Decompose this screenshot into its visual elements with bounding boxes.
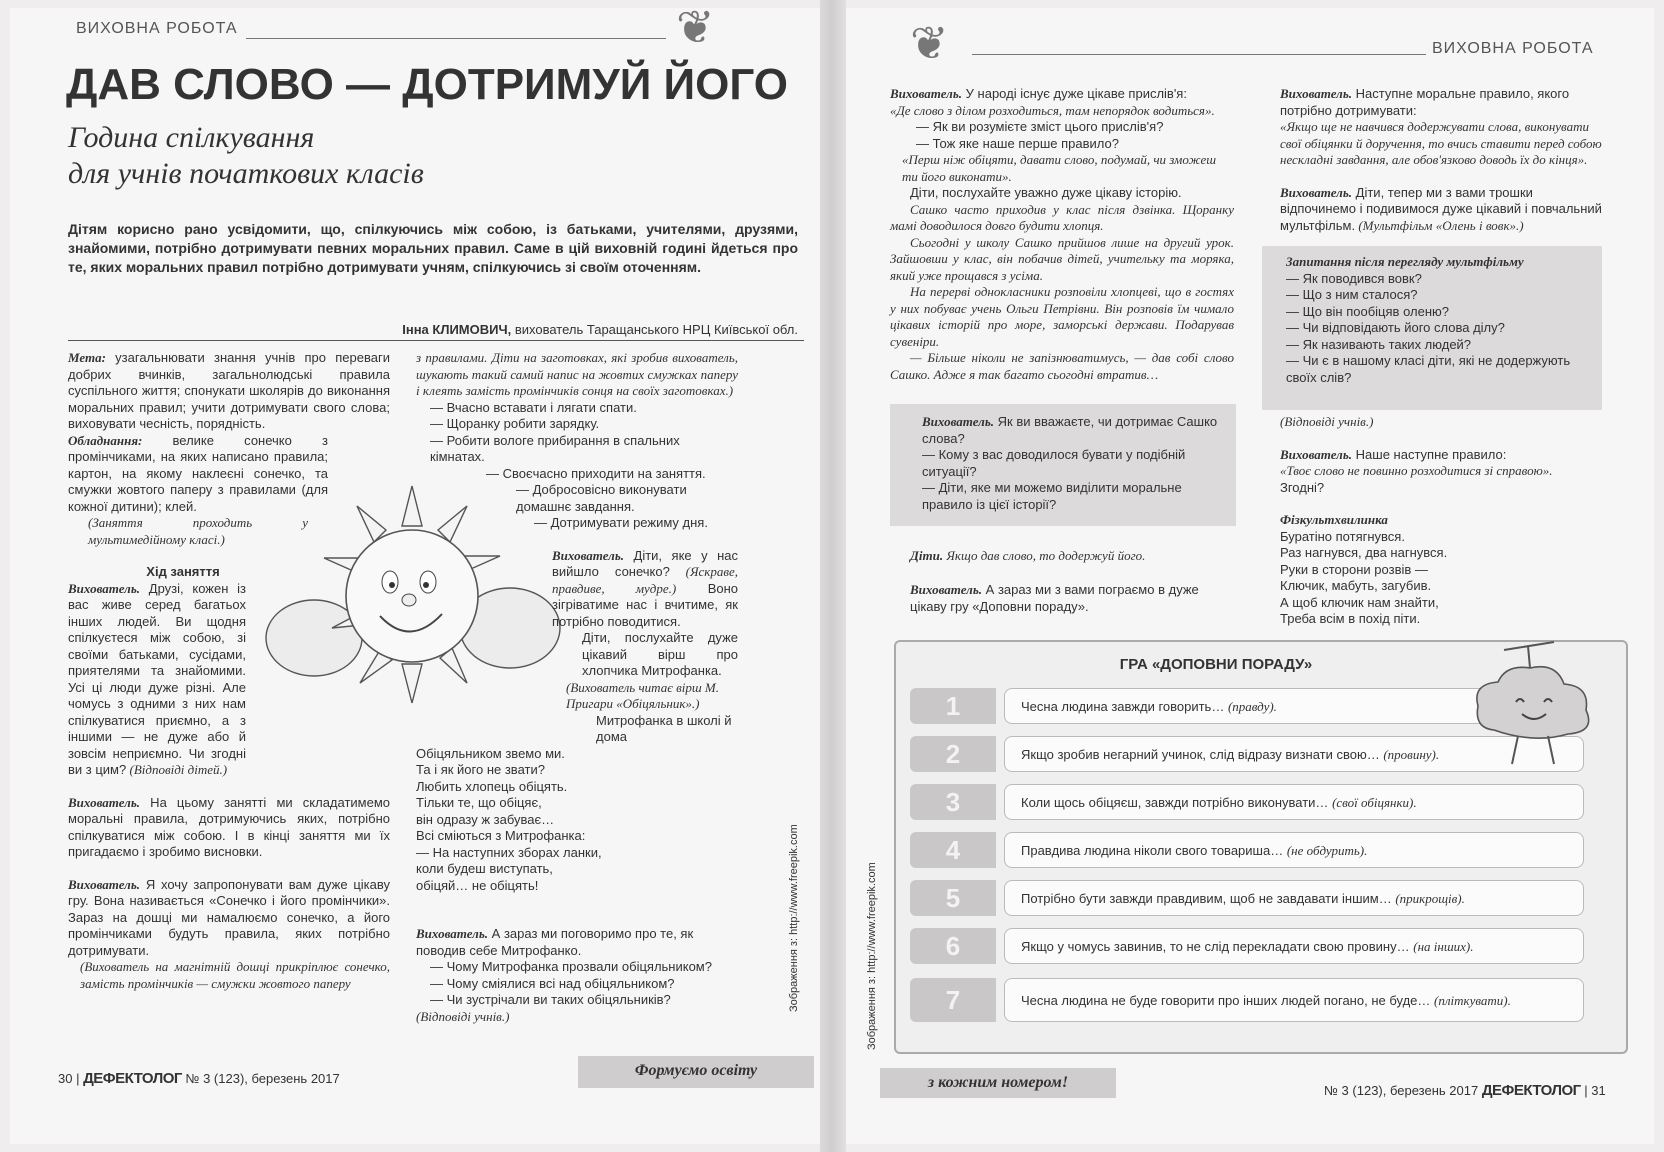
row-text: Якщо у чомусь завинив, то не слід перекладати свою провину… (на інших). — [1004, 928, 1584, 964]
image-credit: Зображення з: http://www.freepik.com — [866, 862, 878, 1050]
paragraph: Вихователь. А зараз ми поговоримо про те, як поводив себе Митрофанко. — [416, 926, 694, 958]
lesson-note: (Заняття проходить у мультимедійному класі.) — [88, 515, 308, 547]
image-credit: Зображення з: http://www.freepik.com — [788, 824, 800, 1012]
poem-line: Всі сміються з Митрофанка: — [416, 828, 586, 843]
issue-info: № 3 (123), березень 2017 — [185, 1071, 340, 1086]
question-item: — Як поводився вовк? — [1286, 270, 1422, 286]
exercise-line: Раз нагнувся, два нагнувся. — [1280, 545, 1448, 560]
teacher-note: (Вихователь на магнітній дошці прикріплює сонечко, замість промінчиків — смужки жовтого паперу — [80, 959, 390, 991]
left-column-2 — [416, 350, 738, 1025]
poem-line: він одразу ж забуває… — [416, 811, 555, 827]
byline-rule — [68, 340, 804, 341]
row-text: Потрібно бути завжди правдивим, щоб не завдавати іншим… (прикрощів). — [1004, 880, 1584, 916]
poem-line: обіцяй… не обіцять! — [416, 877, 539, 893]
paragraph: Вихователь. А зараз ми з вами пограємо в дуже цікаву гру «Доповни пораду». — [910, 582, 1199, 614]
row-text: Чесна людина не буде говорити про інших людей погано, не буде… (пліткувати). — [1004, 978, 1584, 1022]
cloud-character — [1464, 640, 1604, 780]
poem-line: Та і як його не звати? — [416, 762, 545, 777]
journal-logo: ДЕФЕКТОЛОГ — [1481, 1082, 1581, 1099]
page-number: 30 — [58, 1071, 73, 1086]
paragraph: Вихователь. У народі існує дуже цікаве прислів'я: — [890, 86, 1187, 101]
row-number: 3 — [910, 784, 996, 820]
question-item: — Чи відповідають його слова ділу? — [1286, 320, 1505, 335]
question-item: — Чому Митрофанка прозвали обіцяльником? — [430, 959, 712, 974]
paragraph: Діти, послухайте уважно дуже цікаву історію. — [910, 185, 1182, 200]
issue-info: № 3 (123), березень 2017 — [1324, 1083, 1479, 1098]
rule-quote: «Перш ніж обіцяти, давати слово, подумай, чи зможеш ти його виконати». — [902, 152, 1217, 184]
row-number: 1 — [910, 688, 996, 724]
article-title: ДАВ СЛОВО — ДОТРИМУЙ ЙОГО — [66, 60, 788, 109]
paragraph: Вихователь. Наше наступне правило: — [1280, 446, 1507, 462]
paragraph: Вихователь. Друзі, кожен із вас живе серед багатьох інших людей. Ви щодня спілкуєтеся між собою, зі своїми батьками, сусідами, приятелями та знайомими. Усі ці люди дуже різні. Але чомусь з одними з них нам спілкуватися приємно, а з іншими — не дуже або й зовсім неприємно. Чи згодні ви з цим? (Відповіді дітей.) — [68, 580, 246, 777]
sun-nose — [402, 594, 416, 606]
header-rule — [246, 38, 666, 39]
butterfly-icon: ❦ — [676, 0, 715, 54]
row-text: Чесна людина завжди говорить… (правду). — [1004, 688, 1584, 724]
poem — [416, 713, 738, 895]
sun-eye-left — [382, 571, 398, 593]
row-number: 7 — [910, 978, 996, 1022]
author-role: вихователь Таращанського НРЦ Київської обл. — [511, 322, 798, 337]
section-heading: Хід заняття — [146, 564, 220, 579]
exercise-heading: Фізкультхвилинка — [1280, 512, 1388, 527]
section-label: ВИХОВНА РОБОТА — [76, 20, 238, 37]
children-answer: Діти. Якщо дав слово, то додержуй його. — [910, 548, 1146, 563]
poem-line: Тільки те, що обіцяє, — [416, 795, 542, 810]
footer-banner: Формуємо освіту — [578, 1056, 814, 1088]
discussion-box — [890, 404, 1236, 526]
question-item: — Чи зустрічали ви таких обіцяльників? — [430, 992, 671, 1007]
game-row — [910, 832, 1590, 868]
right-column-2-lower — [1260, 410, 1610, 628]
paragraph: Діти, послухайте дуже цікавий вірш про хлопчика Митрофанка. — [582, 630, 738, 678]
questions-box — [1262, 246, 1602, 410]
row-number: 4 — [910, 832, 996, 868]
exercise-line: Ключик, мабуть, загубив. — [1280, 578, 1432, 593]
paragraph: Вихователь. Діти, тепер ми з вами трошки відпочинемо і подивимося дуже цікавий і повчальний мультфільм. (Мультфільм «Олень і вовк».) — [1280, 184, 1602, 233]
question-item: — Чи є в нашому класі діти, які не додержують своїх слів? — [1286, 353, 1571, 385]
rule-item: — Вчасно вставати і лягати спати. — [430, 399, 637, 415]
equipment: Обладнання: велике сонечко з промінчиками, на яких написано правила; картон, на якому наклеєні сонечко, та смужки жовтого паперу з правилами (для кожної дитини); клей. — [68, 432, 328, 514]
story-paragraph: Сашко часто приходив у клас після дзвінка. Щоранку мамі доводилося довго будити хлопця. — [890, 201, 1234, 233]
question-item: — Чому сміялися всі над обіцяльником? — [430, 975, 675, 991]
row-number: 5 — [910, 880, 996, 916]
poem-line: Любить хлопець обіцять. — [416, 778, 568, 794]
paragraph: Вихователь. На цьому занятті ми складатимемо моральні правила, дотримуючись яких, потрібно спілкуватися між собою. І в кінці заняття ми їх пригадаємо і зробимо висновки. — [68, 794, 390, 859]
questions-list — [416, 959, 738, 1009]
subtitle-line-2: для учнів початкових класів — [68, 157, 424, 190]
row-text: Якщо зробив негарний учинок, слід відразу визнати свою… (провину). — [1004, 736, 1584, 772]
rule-item: — Добросовісно виконувати домашнє завдання. — [516, 482, 687, 514]
left-footer: 30 | ДЕФЕКТОЛОГ № 3 (123), березень 2017 — [58, 1070, 340, 1087]
row-text: Правдива людина ніколи свого товариша… (не обдурить). — [1004, 832, 1584, 868]
butterfly-icon: ❦ — [910, 16, 949, 70]
reading-note: (Вихователь читає вірш М. Пригари «Обіцяльник».) — [566, 679, 720, 711]
answers-note: (Відповіді учнів.) — [416, 1008, 510, 1024]
rule-item: — Щоранку робити зарядку. — [430, 416, 600, 431]
question-item: — Що з ним сталося? — [1286, 287, 1418, 302]
journal-logo: ДЕФЕКТОЛОГ — [83, 1070, 182, 1087]
story-paragraph: На перерві однокласники розповіли хлопцеві, що в гостях у них побуває учень Ольги Петрівни. Він розповів їм чимало цікавих історій про море, заморські держави. Подарував сувеніри. — [890, 284, 1234, 349]
answers-note: (Відповіді учнів.) — [1280, 414, 1374, 429]
paragraph: Вихователь. Діти, яке у нас вийшло сонечко? (Яскраве, правдиве, мудре.) Воно зігріватиме нас і вчитиме, як потрібно поводитися. — [552, 547, 739, 629]
instruction-note: з правилами. Діти на заготовках, які зробив вихователь, шукають такий самий напис на жовтих смужках паперу і клеять замість промінчиків сонця на своїх заготовках.) — [416, 350, 738, 398]
game-row — [910, 784, 1590, 820]
row-text: Коли щось обіцяєш, завжди потрібно виконувати… (свої обіцянки). — [1004, 784, 1584, 820]
proverb: «Де слово з ділом розходиться, там непорядок водиться». — [890, 102, 1215, 118]
question-item: — Як називають таких людей? — [1286, 336, 1472, 352]
right-column-2 — [1260, 86, 1610, 234]
game-title: ГРА «ДОПОВНИ ПОРАДУ» — [1119, 656, 1313, 673]
row-number: 6 — [910, 928, 996, 964]
story — [890, 202, 1234, 384]
author-name: Інна КЛИМОВИЧ, — [402, 322, 512, 337]
question-item: — Що він пообіцяв оленю? — [1286, 303, 1449, 319]
right-column-1 — [890, 86, 1234, 383]
poem-line: — На наступних зборах ланки, — [416, 844, 602, 860]
question: — Як ви розумієте зміст цього прислів'я? — [916, 119, 1164, 134]
byline — [68, 322, 798, 337]
paragraph: Вихователь. Наступне моральне правило, якого потрібно дотримувати: — [1280, 86, 1570, 118]
paragraph: Вихователь. Як ви вважаєте, чи дотримає Сашко слова? — [922, 414, 1218, 446]
story-paragraph: — Більше ніколи не запізнюватимусь, — дав собі слово Сашко. Адже я так багато сьогодні втратив… — [890, 350, 1234, 382]
exercise-line: Треба всім в похід піти. — [1280, 611, 1421, 626]
paragraph: Вихователь. Я хочу запропонувати вам дуже цікаву гру. Вона називається «Сонечко і його промінчики». Зараз на дошці ми намалюємо сонечко, а його промінчиками будуть правила, яких потрібно дотримувати. — [68, 876, 390, 958]
gutter — [820, 0, 846, 1152]
section-label: ВИХОВНА РОБОТА — [1432, 40, 1594, 57]
exercise-line: Руки в сторони розвів — — [1280, 561, 1428, 577]
question: — Діти, яке ми можемо виділити моральне правило із цієї історії? — [922, 480, 1182, 512]
rule-item: — Дотримувати режиму дня. — [534, 515, 708, 530]
poem-line: Митрофанка в школі й дома — [596, 712, 732, 744]
exercise-line: Буратіно потягнувся. — [1280, 528, 1405, 544]
game-row — [910, 978, 1590, 1022]
rules-list — [416, 400, 738, 532]
subtitle-line-1: Година спілкування — [68, 121, 315, 154]
page-number: 31 — [1591, 1083, 1606, 1098]
agree-question: Згодні? — [1280, 479, 1325, 495]
rule-quote: «Твоє слово не повинно розходитися зі справою». — [1280, 463, 1553, 478]
game-row — [910, 880, 1590, 916]
rule-item: — Робити вологе прибирання в спальних кімнатах. — [430, 432, 680, 464]
game-row — [910, 928, 1590, 964]
poem-line: коли будеш виступать, — [416, 861, 553, 876]
lead-paragraph: Дітям корисно рано усвідомити, що, спілкуючись між собою, із батьками, учителями, друзями, знайомими, потрібно дотримувати певних моральних правил. Саме в цій виховній годині йдеться про те, яких моральних правил потрібно дотримувати учням, спілкуючись зі своїм оточенням. — [68, 221, 798, 275]
article-subtitle — [68, 120, 424, 192]
right-footer: № 3 (123), березень 2017 ДЕФЕКТОЛОГ | 31 — [1324, 1082, 1606, 1099]
footer-banner: з кожним номером! — [880, 1068, 1116, 1098]
question: — Тож яке наше перше правило? — [916, 135, 1119, 151]
row-number: 2 — [910, 736, 996, 772]
rule-quote: «Якщо ще не навчився додержувати слова, виконувати свої обіцянки й доручення, то вчись ставити перед собою нескладні завдання, але обов'язково доводь їх до кінця». — [1280, 119, 1602, 167]
poem-line: Обіцяльником звемо ми. — [416, 745, 565, 761]
story-paragraph: Сьогодні у школу Сашко прийшов лише на другий урок. Зайшовши у клас, він побачив дітей, учительку та моряка, який уже прощався з усіма. — [890, 234, 1234, 283]
header-rule — [972, 54, 1426, 55]
rule-item: — Своєчасно приходити на заняття. — [486, 465, 706, 481]
questions-heading: Запитання після перегляду мультфільму — [1286, 254, 1524, 269]
question: — Кому з вас доводилося бувати у подібній ситуації? — [922, 447, 1186, 479]
exercise-line: А щоб ключик нам знайти, — [1280, 594, 1439, 610]
goal: Мета: узагальнювати знання учнів про переваги добрих вчинків, загальнолюдські правила суспільного життя; спонукати школярів до виконання моральних правил; учити дотримувати свого слова; виховувати чесність, порядність. — [68, 350, 390, 431]
